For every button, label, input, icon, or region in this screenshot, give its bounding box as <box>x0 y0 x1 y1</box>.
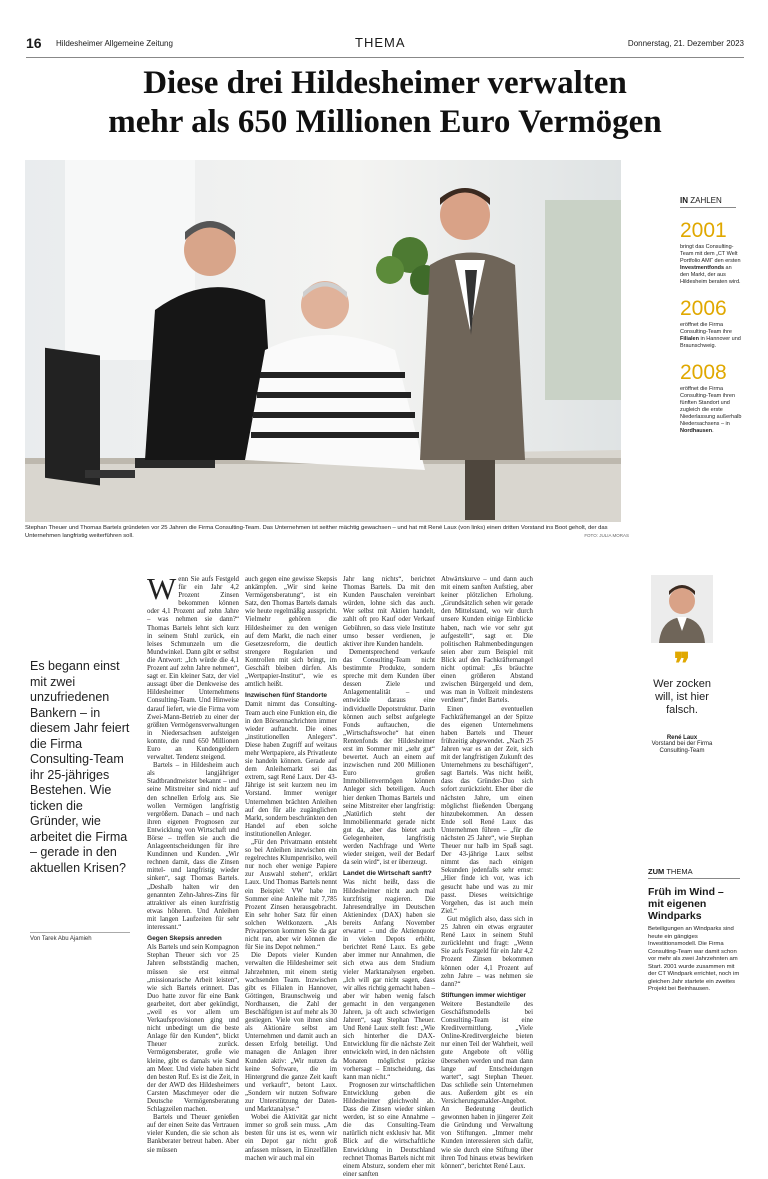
fact-year: 2008 <box>680 361 727 384</box>
quote-author-role: Vorstand bei der Firma Consulting-Team <box>651 741 713 754</box>
drop-cap: W <box>147 571 177 606</box>
paragraph: Damit nimmt das Consulting-Team auch eine Funktion ein, die in den Börsennachrichten immer wieder auftaucht. Die eines „institutionellen Anlegers“. Diese haben Zugriff auf weitaus mehr Wertpapiere, als Privatleute sie handeln können. Gerade auf dem Anleihemarkt sei das extrem, sagt René Laux. Der 43-Jährige ist seit kurzem neu im Vorstand. Immer weniger Unternehmen brächten Anleihen auf den für alle zugänglichen Markt, sondern beschränkten den Handel auf eben solche institutionellen Anleger. <box>245 701 337 838</box>
topic-text: Beteiligungen an Windparks sind heute ein gängiges Investitionsmodell. Die Firma Consulting-Team war damit schon vor mehr als zwei Jahrzehnten am Start. 2001 wurde zusammen mit der CT Windpark errichtet, noch im gleichen Jahr startete ein zweites Projekt bei Beinhausen. <box>648 926 740 992</box>
fact-text: eröffnet die Firma Consulting-Team ihren fünften Standort und zugleich die erste Niederlassung außerhalb Niedersachsens – in Nordhausen. <box>680 386 742 434</box>
paragraph: Einen eventuellen Fachkräftemangel an der Spitze des eigenen Unternehmens haben Bartels und Theuer frühzeitig abgewendet. „Nach 25 Jahren war es an der Zeit, sich mit der langfristigen Zukunft des Unternehmens zu beschäftigen“, sagt Bartels. Was nicht heißt, dass das Gründer-Duo sich sofort zurückzieht. Eher über die nächsten Jahre, um einen möglichst fließenden Übergang hinzubekommen. An dessen Ende soll René Laux das Unternehmen führen – „für die nächsten 25 Jahre“, wie Stephan Theuer nur halb im Spaß sagt. Der 43-jährige Laux selbst nimmt das nach einigen Sekunden jedenfalls sehr ernst: „Hier finde ich vor, was ich gesucht habe und was zu mir passt. Dieses weitsichtige Vorgehen, das ist auch mein Ziel.“ <box>441 705 533 915</box>
article-intro: Es begann einst mit zwei unzufriedenen Bankern – in diesem Jahr feiert die Firma Consulting-Team ihr 25-jähriges Bestehen. Wie ticken die Gründer, wie arbeitet die Firma – gerade in den aktuellen Krisen? <box>30 659 130 875</box>
paragraph: Bartels – in Hildesheim auch als langjähriger Stadtbrandmeister bekannt – und seine Mitstreiter sind nicht auf den schnellen Erfolg aus. Sie wollen Vermögen langfristig vergrößern. Danach – und nach ihren eigenen Prognosen zur Entwicklung von Wirtschaft und Börse – treffen sie auch die Anlageentscheidungen für ihre Kundinnen und Kunden. „Wir rechnen damit, dass die Zinsen mittel- und langfristig wieder sinken“, sagt Thomas Bartels. „Deshalb halten wir den genannten Zehn-Jahres-Zins für attraktiver als einen kurzfristig etwas höheren. Und Anleihen mit langen Laufzeiten für sehr interessant.“ <box>147 762 239 932</box>
section-title: THEMA <box>355 35 406 50</box>
subheading: Gegen Skepsis anreden <box>147 935 222 943</box>
photo-caption <box>25 524 629 540</box>
paragraph: Gut möglich also, dass sich in 25 Jahren ein etwas ergrauter René Laux in seinem Stuhl zurücklehnt und fragt: „Wenn Sie aufs Festgeld für ein Jahr 4,2 Prozent Zinsen bekommen können oder 4,1 Prozent auf zehn Jahre – was nehmen sie dann?“ <box>441 915 533 988</box>
fact-text: bringt das Consulting-Team mit dem „CT Welt Portfolio AMI“ den ersten Investmentfonds an den Markt, der aus Hildesheim beraten wird. <box>680 244 741 285</box>
pull-quote <box>646 648 718 755</box>
article-column-2 <box>245 576 337 1163</box>
paragraph: Bartels und Theuer genießen auf der einen Seite das Vertrauen vieler Kunden, die sie schon als Bankberater betreut haben. Aber sie müssen <box>147 1114 239 1154</box>
page-header <box>26 35 744 58</box>
page-number: 16 <box>26 35 42 51</box>
quote-author: René Laux <box>666 735 698 741</box>
paragraph: Wobei die Aktivität gar nicht immer so groß sein muss. „Am besten für uns ist es, wenn wir ein Depot gar nicht groß anfassen müssen, in Einzelfällen machen wir auch mal ein <box>245 1114 337 1162</box>
topic-box <box>648 867 740 994</box>
topic-head: ZUM THEMA <box>648 867 740 879</box>
subheading: Stiftungen immer wichtiger <box>441 991 526 999</box>
paragraph: Was nicht heißt, dass die Hildesheimer nicht auch mal kurzfristig reagieren. Die Jahresendrallye im Deutschen Aktienindex (DAX) haben sie bereits Anfang November erwartet – und die Aktienquote in vielen Depots erhöht, berichtet René Laux. Es gebe aber immer nur Annahmen, die sich etwa aus dem Studium vieler Marktanalysen ergeben. „Ich will gar nicht sagen, dass wir alles richtig gemacht haben – aber wir haben wenig falsch gemacht in den vergangenen Jahren, ja oft auch schwierigen Jahren“, sagt Stephan Theuer. Und René Laux stellt fest: „Wie sich hinterher die DAX-Entwicklung für die nächste Zeit entwickeln wird, in den nächsten Monaten möglichst präzise vorhersagt – Entscheidung, das kann man nicht.“ <box>343 879 435 1081</box>
fact-text: eröffnet die Firma Consulting-Team ihre Filialen in Hannover und Braunschweig. <box>680 322 741 349</box>
photo-credit: FOTO: JULIA MORAS <box>584 533 629 538</box>
quote-text: Wer zocken will, ist hier falsch. <box>653 678 711 716</box>
main-photo <box>25 160 621 522</box>
fact-year: 2001 <box>680 219 727 242</box>
paragraph: Wenn Sie aufs Festgeld für ein Jahr 4,2 Prozent Zinsen bekommen können oder 4,1 Prozent auf zehn Jahre – was nehmen sie dann?“ Thomas Bartels lehnt sich kurz in seinem Stuhl zurück, ein leises Schmunzeln um die Mundwinkel. Dann gibt er selbst die Antwort: „Ich würde die 4,1 Prozent auf zehn Jahre nehmen“, sagt er. Ein kleiner Satz, der viel aussagt über die Denkweise des Hildesheimer Unternehmens Consulting-Team. Und Hinweise darauf liefert, wie die Firma vom Zwei-Mann-Betrieb zu einer der größten Vermögensverwaltungen in Niedersachsen aufsteigen konnte, die rund 650 Millionen Euro an Kundengeldern verwaltet. Tendenz steigend. <box>147 571 239 762</box>
newspaper-name: Hildesheimer Allgemeine Zeitung <box>56 39 173 48</box>
paragraph: Die Depots vieler Kunden verwalten die Hildesheimer seit Jahrzehnten, mit einem stetig wachsenden Team. Inzwischen gibt es Filialen in Hannover, Göttingen, Braunschweig und Nordhausen, die Zahl der Beschäftigten ist auf mehr als 30 gestiegen. Viele von ihnen sind als Aktionäre selbst am Unternehmen und damit auch an dessen Erfolg beteiligt. Und managen die Anlagen ihrer Kunden aktiv: „Wir nutzen da keine Software, die im Hintergrund die ganze Zeit kauft und verkauft“, betont Laux. „Sondern wir nutzen Software zur Unterstützung der Daten- und Marktanalyse.“ <box>245 952 337 1114</box>
fact-year: 2006 <box>680 297 727 320</box>
portrait-photo <box>651 575 713 643</box>
portrait-illustration <box>651 575 713 643</box>
topic-title: Früh im Wind – mit eigenen Windparks <box>648 886 724 922</box>
headline-line-2: mehr als 650 Millionen Euro Vermögen <box>108 104 662 140</box>
caption-text: Stephan Theuer und Thomas Bartels gründeten vor 25 Jahren die Firma Consulting-Team. Das Unternehmen ist seither mächtig gewachsen – und hat mit René Laux (von links) einen dritten Vorstand ins Boot geholt, der das Unternehmen langfristig weiterführen soll. <box>25 525 608 539</box>
paragraph: Dementsprechend verkaufe das Consulting-Team nicht bestimmte Produkte, sondern spreche mit dem Kunden über dessen Ziele und Anlagementalität – und entwickle daraus eine individuelle Depotstruktur. Darin können auch selbst aufgelegte Fonds auftauchen, die „Wirtschaftswoche“ hat einen Rentenfonds der Hildesheimer erst im Sommer mit „sehr gut“ bewertet. Auch an einem auf inzwischen rund 200 Millionen Euro großen Immobilienvermögen können Anleger sich beteiligen. Auch hier denken Thomas Bartels und seine Mitstreiter eher langfristig: „Natürlich steht der Immobilienmarkt gerade nicht gut da, aber das bietet auch Gelegenheiten, langfristig werden Nachfrage und Werte wieder steigen, weil der Bedarf da sein wird“, ist er überzeugt. <box>343 648 435 867</box>
article-column-1 <box>147 571 239 1155</box>
headline <box>30 64 740 142</box>
subheading: Inzwischen fünf Standorte <box>245 692 328 700</box>
paragraph: Abwärtskurve – und dann auch mit einem sanften Aufstieg, aber keiner plötzlichen Erholung. „Grundsätzlich sehen wir gerade den Mittelstand, wo wir durch unsere Kunden einige Einblicke haben, nach wie vor sehr gut aufgestellt“, sagt er. Die politischen Rahmenbedingungen seien aber zum Beispiel mit Blick auf den Fachkräftemangel nicht optimal: „Es bräuchte einen größeren Abstand zwischen Bürgergeld und dem, was man in Vollzeit mindestens verdient“, findet Bartels. <box>441 576 533 705</box>
headline-line-1: Diese drei Hildesheimer verwalten <box>143 65 627 101</box>
article-column-3 <box>343 576 435 1179</box>
article-column-4 <box>441 576 533 1171</box>
facts-title: IN ZAHLEN <box>680 196 736 208</box>
paragraph: Jahr lang nichts“, berichtet Thomas Bartels. Da mit den Kunden Pauschalen vereinbart würden, lohne sich das auch. Wer selbst mit Aktien handelt, zahlt oft pro Kauf oder Verkauf Gebühren, so dass viele Institute umso besser verdienen, je aktiver ihre Kunden handeln. <box>343 576 435 648</box>
paragraph: auch gegen eine gewisse Skepsis ankämpfen. „Wir sind keine Vermögensberatung“, ist ein Satz, den Thomas Bartels damals wie heute regelmäßig ausspricht. Vielmehr gehören die Hildesheimer zu den wenigen auf dem Markt, die nach einer Gesetzesreform, die deutlich strengere Regularien und Kontrollen mit sich bringt, im Geschäft bleiben dürfen. Als „Wertpapier-Institut“, wie es amtlich heißt. <box>245 576 337 689</box>
quote-mark-icon: ❞ <box>673 648 691 681</box>
article-author: Von Tarek Abu Ajamieh <box>30 932 130 942</box>
office-scene-illustration <box>25 160 621 522</box>
subheading: Landet die Wirtschaft sanft? <box>343 870 432 878</box>
paragraph: Als Bartels und sein Kompagnon Stephan Theuer sich vor 25 Jahren selbstständig machen, müssen sie erst einmal „missionarische Arbeit leisten“, wie sich Bartels erinnert. Das Duo hatte zuvor für eine Bank gearbeitet, dort aber gekündigt, „weil es vor allem um Verkaufsprovisionen ging und nicht unbedingt um die beste Anlage für den Kunden“, blickt Theuer zurück. Vermögensberater, große wie kleine, gibt es damals wie Sand am Meer. Und viele haben nicht den besten Ruf. Es ist die Zeit, in der der AWD des Hildesheimers Carsten Maschmeyer oder die Deutsche Vermögensberatung Schlagzeilen machen. <box>147 944 239 1114</box>
facts-box <box>680 196 742 435</box>
paragraph: „Für den Privatmann entsteht so bei Anleihen inzwischen ein regelrechtes Klumpenrisiko, weil nur noch eher wenige Papiere zur Auswahl stehen“, erklärt Laux. Und Thomas Bartels nennt ein Beispiel: VW habe im Sommer eine Anleihe mit 7,785 Prozent Zinsen herausgebracht. Ein sehr hoher Satz für einen solchen Weltkonzern. „Als Privatperson kommen Sie da gar nicht ran, aber wir können die für Sie ins Depot nehmen.“ <box>245 839 337 952</box>
issue-date: Donnerstag, 21. Dezember 2023 <box>627 39 744 48</box>
paragraph: Prognosen zur wirtschaftlichen Entwicklung geben die Hildesheimer gleichwohl ab. Dass die Zinsen wieder sinken werden, ist so eine Annahme – die das Consulting-Team natürlich nicht exklusiv hat. Mit Blick auf die wirtschaftliche Entwicklung in Deutschland rechnet Thomas Bartels nicht mit einem Absturz, sondern eher mit einer sanften <box>343 1081 435 1178</box>
paragraph: Weitere Bestandteile des Geschäftsmodells bei Consulting-Team ist eine Kreditvermittlung. „Viele Online-Kreditvergleiche bieten nur einen Teil der Wahrheit, weil gute Angebote oft völlig übersehen werden und man dann lange auf Entscheidungen wartet“, sagt Stephan Theuer. Das schließe sein Unternehmen aus. Außerdem gibt es ein Versicherungsmakler-Angebot. An Bedeutung deutlich gewonnen haben in jüngerer Zeit die Gründung und Verwaltung von Stiftungen. „Immer mehr Kunden interessieren sich dafür, wie sie durch eine Stiftung über ihren Tod hinaus etwas bewirken können“, berichtet René Laux. <box>441 1000 533 1170</box>
